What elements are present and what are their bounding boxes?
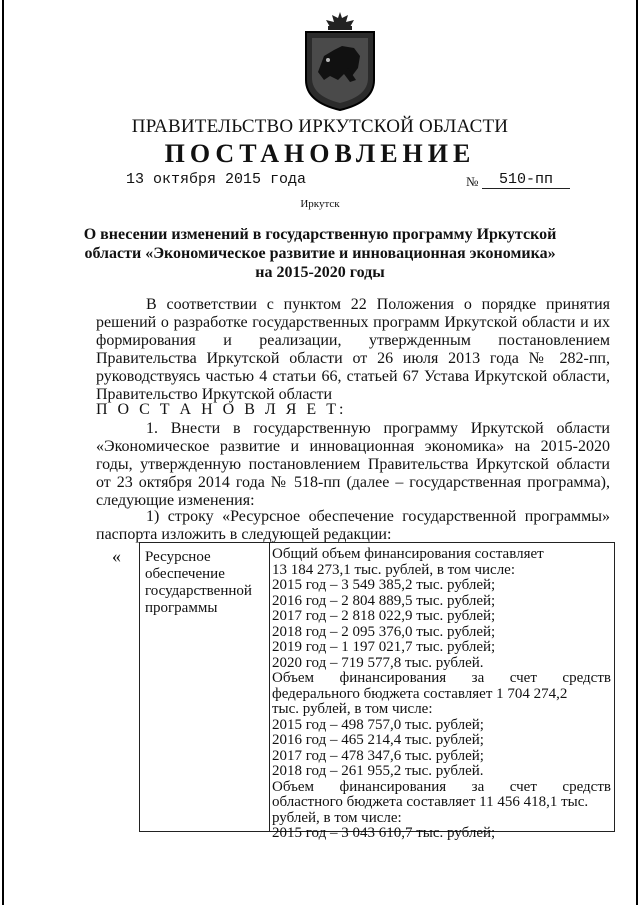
row-header-line: программы xyxy=(145,600,218,616)
year-line: 2017 год – 478 347,6 тыс. рублей; xyxy=(272,747,484,764)
document-title xyxy=(0,225,640,282)
year-line: 2017 год – 2 818 022,9 тыс. рублей; xyxy=(272,608,496,624)
word: средств xyxy=(562,670,611,686)
word: за xyxy=(471,778,485,795)
year-line: 2018 год – 2 095 376,0 тыс. рублей; xyxy=(272,623,496,640)
regional-line: рублей, в том числе: xyxy=(272,809,402,826)
federal-line: тыс. рублей, в том числе: xyxy=(272,701,433,717)
year-line: 2019 год – 1 197 021,7 тыс. рублей; xyxy=(272,639,496,655)
regional-line: областного бюджета составляет 11 456 418,1 тыс. xyxy=(272,794,589,810)
title-line: О внесении изменений в государственную программу Иркутской xyxy=(83,226,557,243)
table-row-header xyxy=(145,549,265,617)
year-line: 2015 год – 3 043 610,7 тыс. рублей; xyxy=(272,825,496,841)
row-header-line: обеспечение xyxy=(145,566,225,582)
resource-table xyxy=(139,542,615,841)
table-funding-cell xyxy=(272,547,611,842)
word: Объем xyxy=(272,778,314,795)
year-line: 2016 год – 2 804 889,5 тыс. рублей; xyxy=(272,592,496,609)
document-date: 13 октября 2015 года xyxy=(126,171,307,188)
total-line: 13 184 273,1 тыс. рублей, в том числе: xyxy=(272,561,516,578)
city: Иркутск xyxy=(300,198,340,210)
federal-heading-line xyxy=(272,671,611,687)
word: Объем xyxy=(272,670,314,686)
word: счет xyxy=(509,778,537,795)
preamble-paragraph: В соответствии с пунктом 22 Положения о порядке принятия решений о разработке государственных программ Иркутской области и их формирования и реализации, утвержденным постановлением Правительства Иркутской области от 26 июля 2013 года № 282-пп, руководствуясь частью 4 статьи 66, статьей 67 Устава Иркутской области, Правительство Иркутской области xyxy=(96,296,610,403)
document-type: ПОСТАНОВЛЕНИЕ xyxy=(164,139,476,168)
title-line: области «Экономическое развитие и инновационная экономика» xyxy=(84,245,556,262)
opening-quote: « xyxy=(112,546,121,566)
document-number: 510-пп xyxy=(482,171,570,189)
government-name: ПРАВИТЕЛЬСТВО ИРКУТСКОЙ ОБЛАСТИ xyxy=(131,116,509,137)
word: за xyxy=(471,670,485,686)
word: счет xyxy=(509,670,537,686)
item-1-paragraph: 1. Внести в государственную программу Иркутской области «Экономическое развитие и инновационная экономика» на 2015-2020 годы, утвержденную постановлением Правительства Иркутской области от 23 октября 2014 года № 518-пп (далее – государственная программа), следующие изменения: xyxy=(96,420,610,509)
item-1-1-paragraph: 1) строку «Ресурсное обеспечение государственной программы» паспорта изложить в следующей редакции: xyxy=(96,508,610,543)
number-sign: № xyxy=(466,174,479,189)
year-line: 2016 год – 465 214,4 тыс. рублей; xyxy=(272,732,484,748)
table-column-divider xyxy=(269,543,270,831)
year-line: 2018 год – 261 955,2 тыс. рублей. xyxy=(272,763,484,779)
title-line: на 2015-2020 годы xyxy=(255,264,385,281)
regional-heading-line xyxy=(272,780,611,796)
word: финансирования xyxy=(339,670,447,686)
coat-of-arms-icon xyxy=(298,10,382,112)
year-line: 2020 год – 719 577,8 тыс. рублей. xyxy=(272,654,484,671)
year-line: 2015 год – 3 549 385,2 тыс. рублей; xyxy=(272,577,496,593)
resolves-heading: П О С Т А Н О В Л Я Е Т: xyxy=(96,401,347,418)
row-header-line: Ресурсное xyxy=(145,549,211,565)
row-header-line: государственной xyxy=(145,583,252,599)
word: финансирования xyxy=(339,778,447,795)
federal-line: федерального бюджета составляет 1 704 274,2 xyxy=(272,685,568,702)
word: средств xyxy=(562,778,611,795)
year-line: 2015 год – 498 757,0 тыс. рублей; xyxy=(272,716,484,733)
total-line: Общий объем финансирования составляет xyxy=(272,546,544,562)
